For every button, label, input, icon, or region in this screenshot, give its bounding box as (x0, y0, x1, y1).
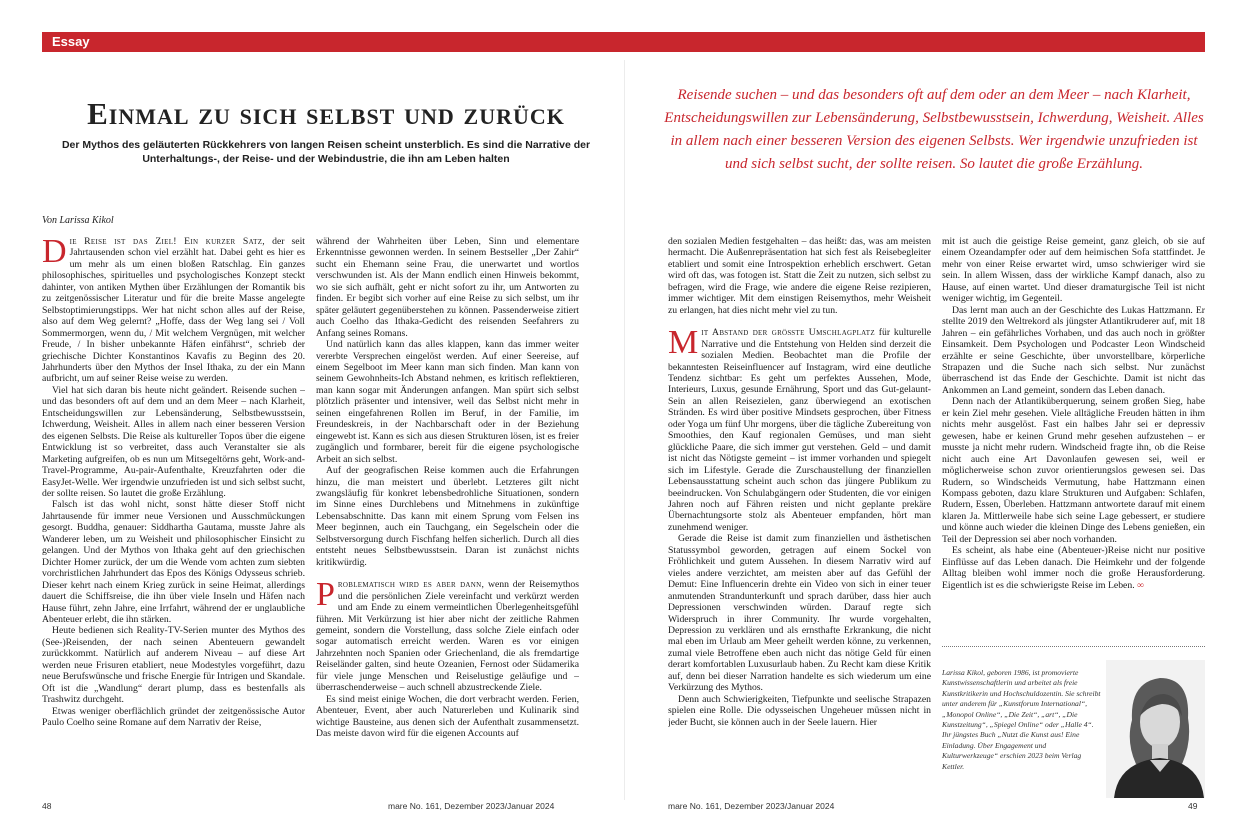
paragraph: Auf der geografischen Reise kommen auch die Erfahrungen hinzu, die man meistert und überlebt. Letzteres gilt nicht zwangsläufig für konkret lebensbedrohliche Situationen, sondern im Sinne eines Durchlebens und Mitnehmens in zukünftige Lebensabschnitte. Das kann mit einem Sprung vom Felsen ins Meer beginnen, auch ein Tauchgang, ein Segelschein oder die Selbstversorgung durch Fischfang helfen sicherlich. Durch all dies entsteht neues Selbstbewusstsein. Daran ist zunächst nichts kritikwürdig. (316, 465, 579, 568)
author-portrait-icon (1106, 660, 1205, 798)
article-subtitle: Der Mythos des geläuterten Rückkehrers von langen Reisen scheint unsterblich. Es sind die Narrative der Unterhaltungs-, der Reise- und der Webindustrie, die ihn am Leben halten (61, 139, 591, 165)
author-photo (1106, 660, 1205, 798)
issue-line-left: mare No. 161, Dezember 2023/Januar 2024 (388, 801, 555, 811)
text-column-2 (316, 236, 579, 800)
paragraph: Es scheint, als habe eine (Abenteuer-)Reise nicht nur positive Einflüsse auf das Leben danach. Die Heimkehr und der folgende Alltag bleiben wohl immer noch die große Herausforderung. Eigentlich ist es die schwierigste Reise im Leben. ∞ (942, 545, 1205, 591)
paragraph: Und natürlich kann das alles klappen, kann das immer weiter vererbte Versprechen eingelöst werden. Auf einer Seereise, auf einem Segelboot im Meer kann man sich finden. Man kann von seinem Gewohnheits-Ich Abstand nehmen, es kritisch reflektieren, man kann sogar mit Änderungen anfangen. Man spürt sich selbst plötzlich präsenter und intensiver, weil das Selbst nicht mehr in seinen eingefahrenen Rollen im Beruf, in der Familie, im Freundeskreis, in der Nachbarschaft oder in der Beziehung eingewebt ist. Kann es sich aus diesen Strukturen lösen, ist es freier zugänglich und formbarer, bereit für die eigene psychologische Arbeit an sich selbst. (316, 339, 579, 465)
pull-quote: Reisende suchen – und das besonders oft auf dem oder an dem Meer – nach Klarheit, Entscheidungswillen zur Lebensänderung, Selbstbewusstsein, Ichwerdung, Weisheit. Alles in allem nach einer besseren Version des eigenen Selbsts. Wer irgendwie unzufrieden ist und sich selbst sucht, der sollte reisen. So lautet die große Erzählung. (664, 87, 1204, 172)
drop-cap: P (316, 576, 335, 614)
paragraph: Es sind meist einige Wochen, die dort verbracht werden. Ferien, Abenteuer, Event, aber auch Naturerleben und Kulinarik sind wichtige Bausteine, aus denen sich der Aufenthalt zusammensetzt. Das meiste davon wird für die eigenen Accounts auf (316, 693, 579, 740)
paragraph: Denn auch Schwierigkeiten, Tiefpunkte und seelische Strapazen spielen eine Rolle. Die odysseischen Ungeheuer müssen nicht in jeder Bucht, sie können auch in der Seele lauern. Hier (668, 693, 931, 728)
bio-divider (942, 646, 1205, 647)
page-number-left: 48 (42, 801, 52, 811)
text-column-4 (942, 236, 1205, 634)
paragraph: Die Reise ist das Ziel! Ein kurzer Satz, der seit Jahrtausenden schon viel erzählt hat. Dabei geht es hier es um mehr als um einen bloßen Ratschlag. Ein ganzes philosophisches, spirituelles und psychologisches Konzept steckt dahinter, von antiken Mythen über Erzählungen der Romantik bis zu zeitgenössischer Literatur und für die breite Masse angelegte Selbstoptimierungstipps. Wer hat nicht schon alles auf der Reise, also auf dem Weg gelernt? „Hoffe, dass der Weg lang sei / Voll Sommermorgen, wenn du, / Mit welchem Vergnügen, mit welcher Freude, / In bisher unbekannte Häfen einfährst“, schrieb der griechische Dichter Konstantinos Kavafis zu Beginn des 20. Jahrhunderts über den Mythos der Insel Ithaka, zu der ein Mann aufbricht, um auf seiner Reise weise zu werden. (42, 236, 305, 385)
paragraph: Denn nach der Atlantiküberquerung, seinem großen Sieg, habe er kein Ziel mehr gesehen. Viele alltägliche Freuden hätten in ihm nichts mehr ausgelöst. Fast ein halbes Jahr sei er depressiv gewesen, habe er keinen Grund mehr gesehen aufzustehen – er musste ja nicht mehr rudern. Windscheid fragte ihn, ob die Reise nicht auch eine Art Davonlaufen gewesen sei, weil er möglicherweise schon zuvor orientierungslos gewesen sei. Das Rudern, so Windscheids Vermutung, habe Hattzmann einen Kompass geboten, dazu klare Strukturen und Aufgaben: Schlafen, Rudern, Essen, Überleben. Hattzmann antwortete darauf mit einem klaren Ja. Mittlerweile habe sich seine Lage gebessert, er studiere und könne auch wieder die kleinen Dinge des Lebens genießen, ein Teil der Depression sei aber noch vorhanden. (942, 396, 1205, 545)
end-mark-icon: ∞ (1137, 579, 1144, 591)
section-bar (42, 32, 1205, 52)
text-column-1 (42, 236, 305, 798)
paragraph: mit ist auch die geistige Reise gemeint, ganz gleich, ob sie auf einem Ozeandampfer oder auf dem heimischen Sofa stattfindet. Je mehr von einer Reise erwartet wird, umso schwieriger wird sie sein. In allem Wissen, dass der wirkliche Kampf danach, also zu Hause, auf einen wartet. Und dieser dramaturgische Teil ist nicht weniger wichtig, im Gegenteil. (942, 236, 1205, 305)
page-number-right: 49 (1188, 801, 1198, 811)
drop-cap: D (42, 236, 67, 270)
section-label: Essay (52, 34, 90, 49)
lead-in: ie Reise ist das Ziel! Ein kurzer Satz, (69, 236, 266, 247)
paragraph: Heute bedienen sich Reality-TV-Serien munter des Mythos des (See-)Reisenden, der nach seinen Abenteuern gewandelt zurückkommt. Natürlich auf anderem Niveau – auf diese Art werden neue Frisuren etabliert, neue Modestyles vorgeführt, dazu neue Berufswünsche und frische Energie für Intrigen und Skandale. Oft ist die „Wandlung“ derart plump, dass es bestenfalls als Trashwitz durchgeht. (42, 625, 305, 706)
author-bio: Larissa Kikol, geboren 1986, ist promovierte Kunstwissenschaftlerin und arbeitet als freie Kunstkritikerin und Hochschuldozentin. Sie schreibt unter anderem für „Kunstforum International“, „Monopol Online“, „Die Zeit“, „art“, „Die Kunstzeitung“, „Spiegel Online“ oder „Halle 4“. Ihr jüngstes Buch „Nutzt die Kunst aus! Eine Einladung. Über Engagement und Kulturwerkzeuge“ erschien 2023 beim Verlag Kettler. (942, 668, 1101, 771)
paragraph: Gerade die Reise ist damit zum finanziellen und ästhetischen Statussymbol geworden, getragen auf einem Sockel von Fröhlichkeit und gutem Aussehen. In diesem Narrativ wird auf vieles andere verzichtet, am meisten aber auf das Gefühl der Demut: Eine Influencerin drehte ein Video von sich in einer teuer anmutenden Strandunterkunft und sprach darüber, dass hier auch Depressionen verschwinden würden. Darauf regte sich Widerspruch in ihrer Community. Ihr wurde vorgehalten, Depression zu verklären und als ernsthafte Erkrankung, die nicht mal eben im Urlaub am Meer geheilt werden könne, zu verkennen, zumal viele Betroffene eben auch nicht das nötige Geld für einen derart komfortablen Luxusurlaub haben. Zu Recht kam diese Kritik auf, denn bei dieser Narration handelte es sich wiederum um eine Verkürzung des Mythos. (668, 533, 931, 694)
paragraph: Falsch ist das wohl nicht, sonst hätte dieser Stoff nicht Jahrtausende für immer neue Versionen und Ausschmückungen gesorgt. Buddha, genauer: Siddhartha Gautama, musste Jahre als Wanderer leben, um zu Weisheit und philosophischer Einsicht zu gelangen. Und der Mythos von Ithaka geht auf den griechischen Dichter Homer zurück, der um die Wende vom achten zum siebten vorchristlichen Jahrhundert das Epos des Königs Odysseus schrieb. Dieser kehrt nach einem Krieg zurück in seine Heimat, allerdings dauert die Schiffsreise, die ihn über viele Inseln und Häfen nach Hause führt, zehn Jahre, eine Irrfahrt, während der er unglaubliche Abenteuer erlebt, die ihn stärken. (42, 499, 305, 625)
page-gutter (624, 60, 625, 800)
text-column-3 (668, 236, 931, 800)
paragraph: während der Wahrheiten über Leben, Sinn und elementare Erkenntnisse gewonnen werden. In seinem Bestseller „Der Zahir“ sucht ein Ehemann seine Frau, die unerwartet und wortlos verschwunden ist. Als der Mann endlich einen Hinweis bekommt, wo sie sich aufhält, geht er nicht sofort zu ihr, um Antworten zu finden. Er begibt sich vorher auf eine Reise zu sich selbst, um ihr später geläutert gegenüberstehen zu können. Passenderweise zitiert auch Coelho das Ithaka-Gedicht des reisenden Seefahrers zu Anfang seines Romans. (316, 236, 579, 339)
lead-in: roblematisch wird es aber dann, (337, 579, 485, 591)
paragraph: Das lernt man auch an der Geschichte des Lukas Hattzmann. Er stellte 2019 den Weltrekord als jüngster Atlantikruderer auf, mit 18 Jahren – ein gefährliches Vorhaben, und das auch noch in größter Einsamkeit. Dem Psychologen und Podcaster Leon Windscheid erzählte er seine Geschichte, über unvorstellbare, körperliche Strapazen und die Suche nach sich selbst. Nur zunächst überraschend ist das Ende der Geschichte. Damit ist nicht das Ankommen an Land gemeint, sondern das Leben danach. (942, 304, 1205, 396)
paragraph: Problematisch wird es aber dann, wenn der Reisemythos und die persönlichen Ziele vereinfacht und verkürzt werden und am Ende zu einem vermeintlichen Überlegenheitsgefühl führen. Mit Verkürzung ist hier aber nicht der zeitliche Rahmen gemeint, sondern die Vorstellung, dass solche Ziele einfach oder sogar automatisch erreicht werden. Waren es vor einigen Jahrzehnten noch Spanien oder Griechenland, die als fremdartige Reiseländer galten, sind heute Ozeanien, Fernost oder Südamerika für viele junge Menschen und Reiselustige geläufige und – überraschenderweise – auch schnell abzustreckende Ziele. (316, 576, 579, 694)
lead-in: it Abstand der größte Umschlagplatz (701, 327, 875, 339)
byline: Von Larissa Kikol (42, 215, 114, 226)
paragraph: Mit Abstand der größte Umschlagplatz für kulturelle Narrative und die Entstehung von Helden sind derzeit die sozialen Medien. Beobachtet man die Profile der bekanntesten Reiseinfluencer auf Instagram, wird eine deutliche Tendenz sichtbar: Es geht um perfektes Aussehen, Mode, Interieurs, Luxus, gesunde Ernährung, Sport und das Gut-gelaunt-Sein an allen Reisezielen, ganz überwiegend an exotischen Stränden. Es wird über positive Mindsets gesprochen, über Fitness oder Yoga um fünf Uhr morgens, über die tägliche Zubereitung von Smoothies, den Kauf regionalen Gemüses, und man sieht glückliche Paare, die sich immer gut verstehen. Geld – und damit ist nicht das Nötigste gemeint – ist immer vorhanden und spiegelt sich im Lifestyle. Gerade die Zurschaustellung der finanziellen Lebensausstattung scheint auch schon das jüngere Publikum zu beeindrucken. Von Schulabgängern oder Studenten, die vor einigen Jahren noch auf Fähren reisten und nicht geplante prekäre Übernachtungsorte stolz als Abenteuer empfanden, hört man zunehmend weniger. (668, 324, 931, 533)
paragraph: den sozialen Medien festgehalten – das heißt: das, was am meisten hermacht. Die Außenrepräsentation hat sich fest als Reisebegleiter etabliert und somit eine Introspektion erheblich erschwert. Getan wird oft das, was fotogen ist. Statt die Zeit zu nutzen, sich selbst zu befragen, wird die Frage, wie andere die eigene Reise rezipieren, immer wichtiger. Mit dem einstigen Reisemythos, mehr Weisheit zu erlangen, hat dies nicht mehr viel zu tun. (668, 236, 931, 316)
paragraph: Etwas weniger oberflächlich gründet der zeitgenössische Autor Paulo Coelho seine Romane auf dem Narrativ der Reise, (42, 705, 305, 729)
issue-line-right: mare No. 161, Dezember 2023/Januar 2024 (668, 801, 835, 811)
drop-cap: M (668, 324, 699, 362)
paragraph: Viel hat sich daran bis heute nicht geändert. Reisende suchen – und das besonders oft auf dem und an dem Meer – nach Klarheit, Entscheidungswillen zur Lebensänderung, Selbstbewusstsein, Ichwerdung, Weisheit. Alles in allem nach einer besseren Version des eigenen Selbsts. Die Reise als kultureller Topos über die eigene Entwicklung ist so verbreitet, dass auch Veranstalter sie als Marketing aufgreifen, ob es nun um Mitsegeltörns geht, Work-and-Travel-Programme, Au-pair-Aufenthalte, Kreuzfahrten oder die EasyJet-Welle. Wer irgendwie unzufrieden ist und sich selbst sucht, der sollte reisen. So lautet die große Erzählung. (42, 384, 305, 499)
article-title: Einmal zu sich selbst und zurück (87, 96, 565, 131)
